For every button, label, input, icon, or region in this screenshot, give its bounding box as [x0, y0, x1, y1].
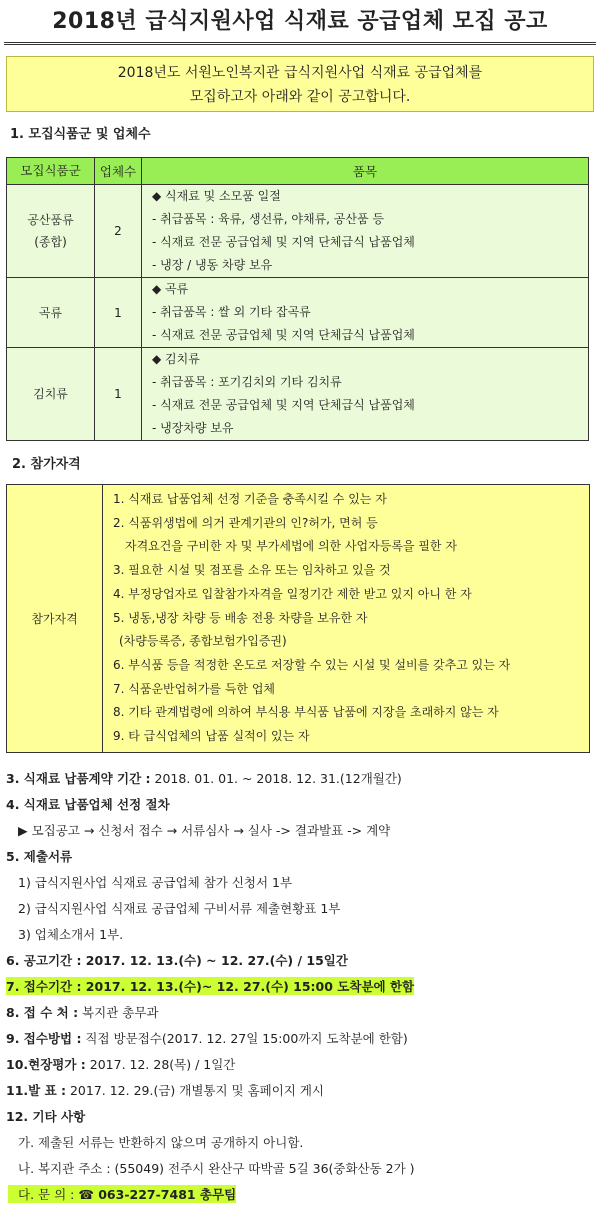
contract-period: 3. 식재료 납품계약 기간 : 2018. 01. 01. ~ 2018. 12. 31.(12개월간)	[6, 771, 402, 786]
items-cell: ◆ 김치류 - 취급품목 : 포기김치외 기타 김치류 - 식재료 전문 공급업체 및 지역 단체급식 납품업체 - 냉장차량 보유	[142, 348, 589, 441]
phone-number: ☎ 063-227-7481 총무팀	[78, 1187, 237, 1202]
page-title: 2018년 급식지원사업 식재료 공급업체 모집 공고	[52, 9, 548, 34]
food-group-table	[6, 157, 589, 441]
site-evaluation: 10.현장평가 : 2017. 12. 28(목) / 1일간	[6, 1057, 236, 1072]
reception-period: 7. 접수기간 : 2017. 12. 13.(수)~ 12. 27.(수) 15:00 도착분에 한함	[6, 979, 415, 994]
qualification-list	[103, 485, 590, 753]
qualification-label: 참가자격	[7, 485, 103, 753]
notice-line-2: 모집하고자 아래와 같이 공고합니다.	[189, 89, 411, 105]
title-divider	[4, 42, 596, 45]
list-item: (차량등록증, 종합보험가입증권)	[119, 634, 287, 649]
reception-place: 8. 접 수 처 : 복지관 총무과	[6, 1005, 159, 1020]
group-cell: 김치류	[7, 348, 95, 441]
table-row	[7, 185, 589, 278]
announcement: 11.발 표 : 2017. 12. 29.(금) 개별통지 및 홈페이지 게시	[6, 1083, 325, 1098]
header-items: 품목	[142, 158, 589, 185]
count-cell: 2	[95, 185, 142, 278]
list-item: 8. 기타 관계법령에 의하여 부식용 부식품 납품에 지장을 초래하지 않는 자	[113, 705, 499, 720]
selection-heading: 4. 식재료 납품업체 선정 절차	[6, 797, 170, 812]
list-item: 자격요건을 구비한 자 및 부가세법에 의한 사업자등록을 필한 자	[125, 539, 457, 554]
contact-line: 다. 문 의 : ☎ 063-227-7481 총무팀	[8, 1185, 236, 1203]
notice-period: 6. 공고기간 : 2017. 12. 13.(수) ~ 12. 27.(수) / 15일간	[6, 953, 348, 968]
notice-box	[6, 56, 594, 112]
list-item: 3) 업체소개서 1부.	[18, 927, 124, 942]
list-item: 7. 식품운반업허가를 득한 업체	[113, 681, 275, 696]
selection-flow: ▶ 모집공고 → 신청서 접수 → 서류심사 → 실사 -> 결과발표 -> 계약	[18, 823, 391, 838]
reception-method: 9. 접수방법 : 직접 방문접수(2017. 12. 27일 15:00까지 도착분에 한함)	[6, 1031, 408, 1046]
header-group: 모집식품군	[7, 158, 95, 185]
list-item: 가. 제출된 서류는 반환하지 않으며 공개하지 아니함.	[18, 1135, 304, 1150]
group-cell: 공산품류 (종합)	[7, 185, 95, 278]
section2-heading: 2. 참가자격	[12, 457, 81, 472]
other-heading: 12. 기타 사항	[6, 1109, 86, 1124]
table-row	[7, 278, 589, 348]
section1-heading: 1. 모집식품군 및 업체수	[10, 127, 151, 142]
list-item: 9. 타 급식업체의 납품 실적이 있는 자	[113, 729, 310, 744]
header-count: 업체수	[95, 158, 142, 185]
list-item: 5. 냉동,냉장 차량 등 배송 전용 차량을 보유한 자	[113, 610, 368, 625]
items-cell: ◆ 곡류 - 취급품목 : 쌀 외 기타 잡곡류 - 식재료 전문 공급업체 및 지역 단체급식 납품업체	[142, 278, 589, 348]
table-header-row	[7, 158, 589, 185]
table-row	[7, 485, 590, 753]
count-cell: 1	[95, 278, 142, 348]
table-row	[7, 348, 589, 441]
items-cell: ◆ 식재료 및 소모품 일절 - 취급품목 : 육류, 생선류, 야채류, 공산품 등 - 식재료 전문 공급업체 및 지역 단체급식 납품업체 - 냉장 / 냉동 차량 보유	[142, 185, 589, 278]
list-item: 2. 식품위생법에 의거 관계기관의 인?허가, 면허 등	[113, 515, 378, 530]
documents-heading: 5. 제출서류	[6, 849, 73, 864]
list-item: 4. 부정당업자로 입찰참가자격을 일정기간 제한 받고 있지 아니 한 자	[113, 586, 472, 601]
list-item: 1) 급식지원사업 식재료 공급업체 참가 신청서 1부	[18, 875, 293, 890]
list-item: 나. 복지관 주소 : (55049) 전주시 완산구 따박골 5길 36(중화산동 2가 )	[18, 1161, 415, 1176]
notice-line-1: 2018년도 서원노인복지관 급식지원사업 식재료 공급업체를	[117, 65, 483, 81]
group-cell: 곡류	[7, 278, 95, 348]
list-item: 1. 식재료 납품업체 선정 기준을 충족시킬 수 있는 자	[113, 492, 387, 506]
list-item: 3. 필요한 시설 및 점포를 소유 또는 임차하고 있을 것	[113, 563, 391, 578]
qualification-table	[6, 484, 590, 753]
count-cell: 1	[95, 348, 142, 441]
list-item: 6. 부식품 등을 적정한 온도로 저장할 수 있는 시설 및 설비를 갖추고 있는 자	[113, 657, 511, 672]
list-item: 2) 급식지원사업 식재료 공급업체 구비서류 제출현황표 1부	[18, 901, 341, 916]
